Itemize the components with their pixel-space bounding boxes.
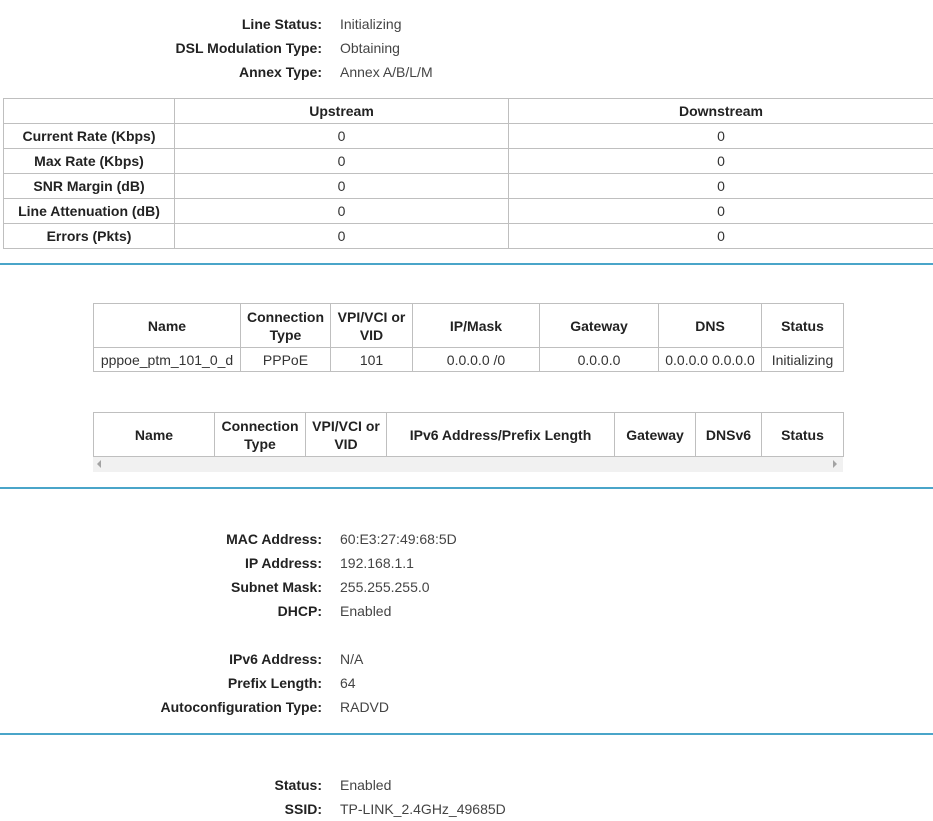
upstream-value: 0 [175, 149, 509, 174]
header-line: VID [334, 436, 357, 452]
ipv6-address-row [0, 647, 933, 671]
conn-ipmask: 0.0.0.0 /0 [413, 348, 540, 372]
autoconfig-type-label: Autoconfiguration Type: [161, 695, 323, 719]
ssid-value: TP-LINK_2.4GHz_49685D [340, 797, 506, 821]
upstream-value: 0 [175, 199, 509, 224]
ssid-label: SSID: [285, 797, 322, 821]
scroll-left-arrow-icon[interactable] [97, 460, 101, 468]
header-line: VPI/VCI or [312, 418, 380, 434]
upstream-value: 0 [175, 174, 509, 199]
ipv6-header-name: Name [94, 413, 215, 457]
conn-dns: 0.0.0.0 0.0.0.0 [659, 348, 762, 372]
autoconfig-type-row [0, 695, 933, 719]
annex-type-label: Annex Type: [239, 60, 322, 84]
downstream-value: 0 [509, 124, 933, 149]
ip-address-label: IP Address: [245, 551, 322, 575]
table-row [4, 174, 933, 199]
ipv4-header-connection-type [241, 304, 331, 348]
ipv6-header-vpi [306, 413, 387, 457]
subnet-mask-value: 255.255.255.0 [340, 575, 430, 599]
ipv4-header-dns: DNS [659, 304, 762, 348]
dsl-table-header-downstream: Downstream [509, 99, 933, 124]
downstream-value: 0 [509, 174, 933, 199]
header-line: VPI/VCI or [338, 309, 406, 325]
ipv4-header-status: Status [762, 304, 844, 348]
mac-address-row [0, 527, 933, 551]
scroll-right-arrow-icon[interactable] [833, 460, 837, 468]
mac-address-label: MAC Address: [226, 527, 322, 551]
prefix-length-label: Prefix Length: [228, 671, 322, 695]
downstream-value: 0 [509, 149, 933, 174]
wireless-status-value: Enabled [340, 773, 391, 797]
table-row [94, 348, 844, 372]
horizontal-scrollbar[interactable] [93, 457, 843, 472]
ipv6-header-address: IPv6 Address/Prefix Length [387, 413, 615, 457]
ip-address-value: 192.168.1.1 [340, 551, 414, 575]
wan-ipv4-table [93, 303, 844, 372]
table-row [4, 224, 933, 249]
conn-vpi: 101 [331, 348, 413, 372]
ssid-row [0, 797, 933, 821]
prefix-length-row [0, 671, 933, 695]
header-line: Connection [222, 418, 299, 434]
annex-type-value: Annex A/B/L/M [340, 60, 433, 84]
dsl-modulation-label: DSL Modulation Type: [176, 36, 322, 60]
dsl-table-header-upstream: Upstream [175, 99, 509, 124]
dhcp-value: Enabled [340, 599, 391, 623]
ip-address-row [0, 551, 933, 575]
conn-gateway: 0.0.0.0 [540, 348, 659, 372]
ipv6-header-dnsv6: DNSv6 [696, 413, 762, 457]
mac-address-value: 60:E3:27:49:68:5D [340, 527, 457, 551]
header-line: Type [270, 327, 302, 343]
upstream-value: 0 [175, 224, 509, 249]
ipv6-address-label: IPv6 Address: [229, 647, 322, 671]
line-status-row [0, 12, 933, 36]
ipv6-header-connection-type [215, 413, 306, 457]
section-divider [0, 733, 933, 735]
table-row [4, 149, 933, 174]
subnet-mask-row [0, 575, 933, 599]
wireless-status-row [0, 773, 933, 797]
row-label: Current Rate (Kbps) [4, 124, 175, 149]
conn-status: Initializing [762, 348, 844, 372]
downstream-value: 0 [509, 199, 933, 224]
subnet-mask-label: Subnet Mask: [231, 575, 322, 599]
wan-ipv6-table [93, 412, 844, 457]
upstream-value: 0 [175, 124, 509, 149]
wireless-status-label: Status: [275, 773, 322, 797]
ipv4-header-gateway: Gateway [540, 304, 659, 348]
annex-type-row [0, 60, 933, 84]
header-line: Type [244, 436, 276, 452]
dsl-modulation-row [0, 36, 933, 60]
conn-type: PPPoE [241, 348, 331, 372]
dsl-modulation-value: Obtaining [340, 36, 400, 60]
row-label: Errors (Pkts) [4, 224, 175, 249]
header-line: VID [360, 327, 383, 343]
ipv4-header-ipmask: IP/Mask [413, 304, 540, 348]
dhcp-row [0, 599, 933, 623]
autoconfig-type-value: RADVD [340, 695, 389, 719]
ipv6-header-gateway: Gateway [615, 413, 696, 457]
ipv6-header-status: Status [762, 413, 844, 457]
section-divider [0, 263, 933, 265]
table-row [4, 124, 933, 149]
ipv6-address-value: N/A [340, 647, 363, 671]
dsl-rate-table [3, 98, 933, 249]
conn-name: pppoe_ptm_101_0_d [94, 348, 241, 372]
line-status-label: Line Status: [242, 12, 322, 36]
prefix-length-value: 64 [340, 671, 356, 695]
row-label: Line Attenuation (dB) [4, 199, 175, 224]
row-label: Max Rate (Kbps) [4, 149, 175, 174]
line-status-value: Initializing [340, 12, 401, 36]
dhcp-label: DHCP: [278, 599, 322, 623]
table-row [4, 199, 933, 224]
header-line: Connection [247, 309, 324, 325]
ipv4-header-vpi [331, 304, 413, 348]
dsl-table-header-blank [4, 99, 175, 124]
downstream-value: 0 [509, 224, 933, 249]
section-divider [0, 487, 933, 489]
ipv4-header-name: Name [94, 304, 241, 348]
row-label: SNR Margin (dB) [4, 174, 175, 199]
